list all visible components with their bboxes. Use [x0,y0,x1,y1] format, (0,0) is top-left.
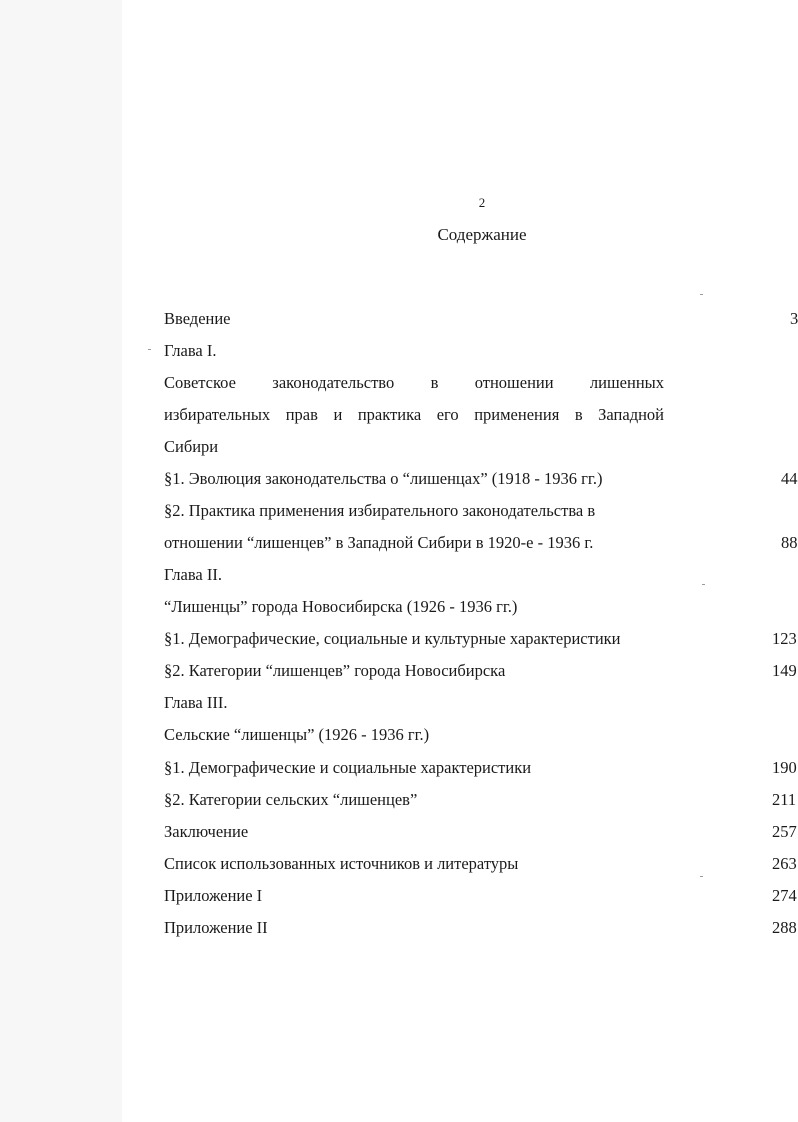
toc-page-chapter-2-section-1: 123 [772,629,797,648]
toc-entry-conclusion[interactable]: Заключение [164,822,249,841]
toc-chapter-2-section-1[interactable]: §1. Демографические, социальные и культурные характеристики [164,629,621,648]
toc-chapter-1-title-line-3[interactable]: Сибири [164,437,219,456]
table-of-contents [164,0,798,1122]
toc-chapter-2-section-2[interactable]: §2. Категории “лишенцев” города Новосибирска [164,661,506,680]
toc-page-bibliography: 263 [772,854,797,873]
toc-chapter-2-heading[interactable]: Глава II. [164,565,222,584]
toc-entry-introduction[interactable]: Введение [164,309,231,328]
page-number: 2 [478,195,486,210]
scan-margin-shade [0,0,122,1122]
scan-speck [148,349,151,350]
page-title: Содержание [437,225,527,244]
toc-entry-appendix-2[interactable]: Приложение II [164,918,268,937]
toc-page-appendix-1: 274 [772,886,797,905]
toc-entry-appendix-1[interactable]: Приложение I [164,886,263,905]
toc-page-chapter-3-section-1: 190 [772,758,797,777]
toc-entry-bibliography[interactable]: Список использованных источников и литературы [164,854,519,873]
toc-page-introduction: 3 [790,309,798,328]
toc-chapter-3-section-2[interactable]: §2. Категории сельских “лишенцев” [164,790,418,809]
toc-chapter-1-title-line-1[interactable]: Советское законодательство в отношении лишенных [164,373,664,392]
toc-page-chapter-2-section-2: 149 [772,661,797,680]
toc-chapter-2-title[interactable]: “Лишенцы” города Новосибирска (1926 - 1936 гг.) [164,597,518,616]
toc-chapter-3-section-1[interactable]: §1. Демографические и социальные характеристики [164,758,532,777]
toc-page-chapter-1-section-2: 88 [781,533,798,552]
toc-page-chapter-1-section-1: 44 [781,469,798,488]
toc-chapter-1-title-line-2[interactable]: избирательных прав и практика его применения в Западной [164,405,664,424]
toc-chapter-1-heading[interactable]: Глава I. [164,341,217,360]
toc-chapter-3-heading[interactable]: Глава III. [164,693,228,712]
toc-chapter-1-section-1[interactable]: §1. Эволюция законодательства о “лишенцах” (1918 - 1936 гг.) [164,469,603,488]
scan-speck [700,294,703,295]
toc-page-conclusion: 257 [772,822,797,841]
scan-speck [700,876,703,877]
toc-page-chapter-3-section-2: 211 [772,790,797,809]
toc-chapter-1-section-2-line-2[interactable]: отношении “лишенцев” в Западной Сибири в 1920-е - 1936 г. [164,533,594,552]
toc-chapter-3-title[interactable]: Сельские “лишенцы” (1926 - 1936 гг.) [164,725,430,744]
toc-page-appendix-2: 288 [772,918,797,937]
toc-chapter-1-section-2-line-1[interactable]: §2. Практика применения избирательного законодательства в [164,501,596,520]
scan-speck [702,584,705,585]
